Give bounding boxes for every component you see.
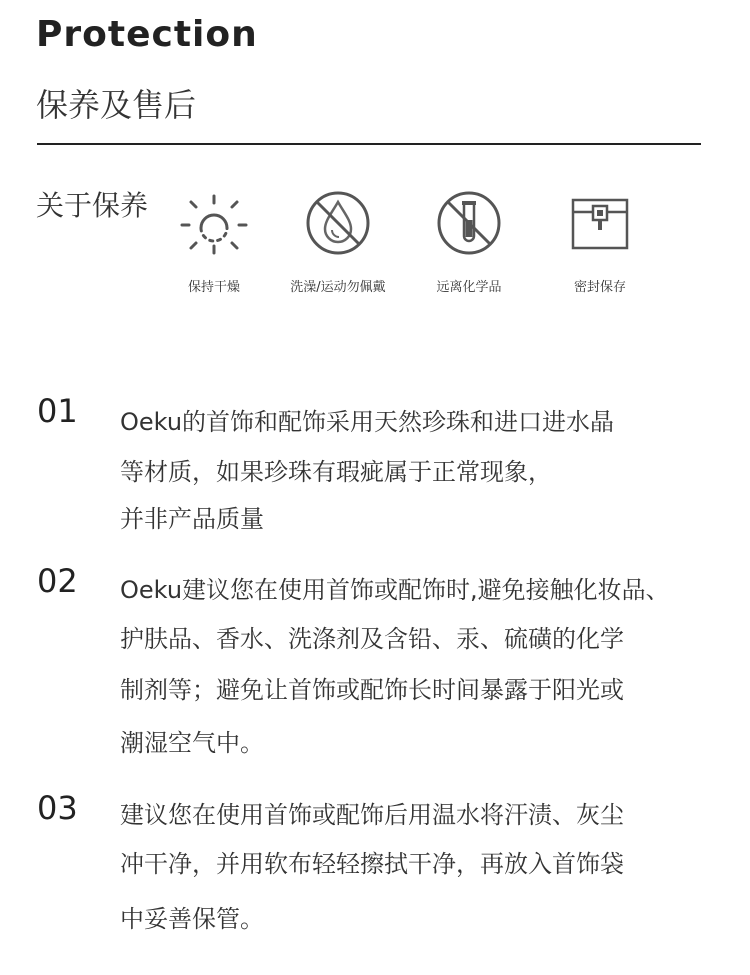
care-item-no-water [273,188,403,295]
note-line: Oeku建议您在使用首饰或配饰时,避免接触化妆品、 [120,576,670,604]
divider [37,143,701,145]
care-caption: 洗澡/运动勿佩戴 [290,280,386,295]
note-line: 中妥善保管。 [120,905,264,933]
note-line: 制剂等；避免让首饰或配饰长时间暴露于阳光或 [120,676,624,704]
care-item-sealed [535,188,665,295]
note-line: 护肤品、香水、洗涤剂及含铅、汞、硫磺的化学 [120,625,624,653]
care-caption: 保持干燥 [187,280,240,295]
sun-icon [179,188,249,258]
note-number: 02 [37,562,78,600]
note-line: 等材质，如果珍珠有瑕疵属于正常现象， [120,458,552,486]
page-title: Protection [36,14,258,55]
note-line: 建议您在使用首饰或配饰后用温水将汗渍、灰尘 [120,801,624,829]
care-caption: 密封保存 [573,280,626,295]
page-subtitle: 保养及售后 [36,86,197,124]
note-line: Oeku的首饰和配饰采用天然珍珠和进口进水晶 [120,408,615,436]
care-item-no-chemicals [404,188,534,295]
care-section-label: 关于保养 [36,189,149,222]
no-water-icon [303,188,373,258]
note-line: 冲干净，并用软布轻轻擦拭干净，再放入首饰袋 [120,850,624,878]
care-caption: 远离化学品 [436,280,502,295]
note-number: 01 [37,392,78,430]
sealed-box-icon [565,188,635,258]
no-chemicals-icon [434,188,504,258]
note-number: 03 [37,789,78,827]
care-item-dry [149,188,279,295]
note-line: 并非产品质量 [120,505,264,533]
note-line: 潮湿空气中。 [120,729,264,757]
